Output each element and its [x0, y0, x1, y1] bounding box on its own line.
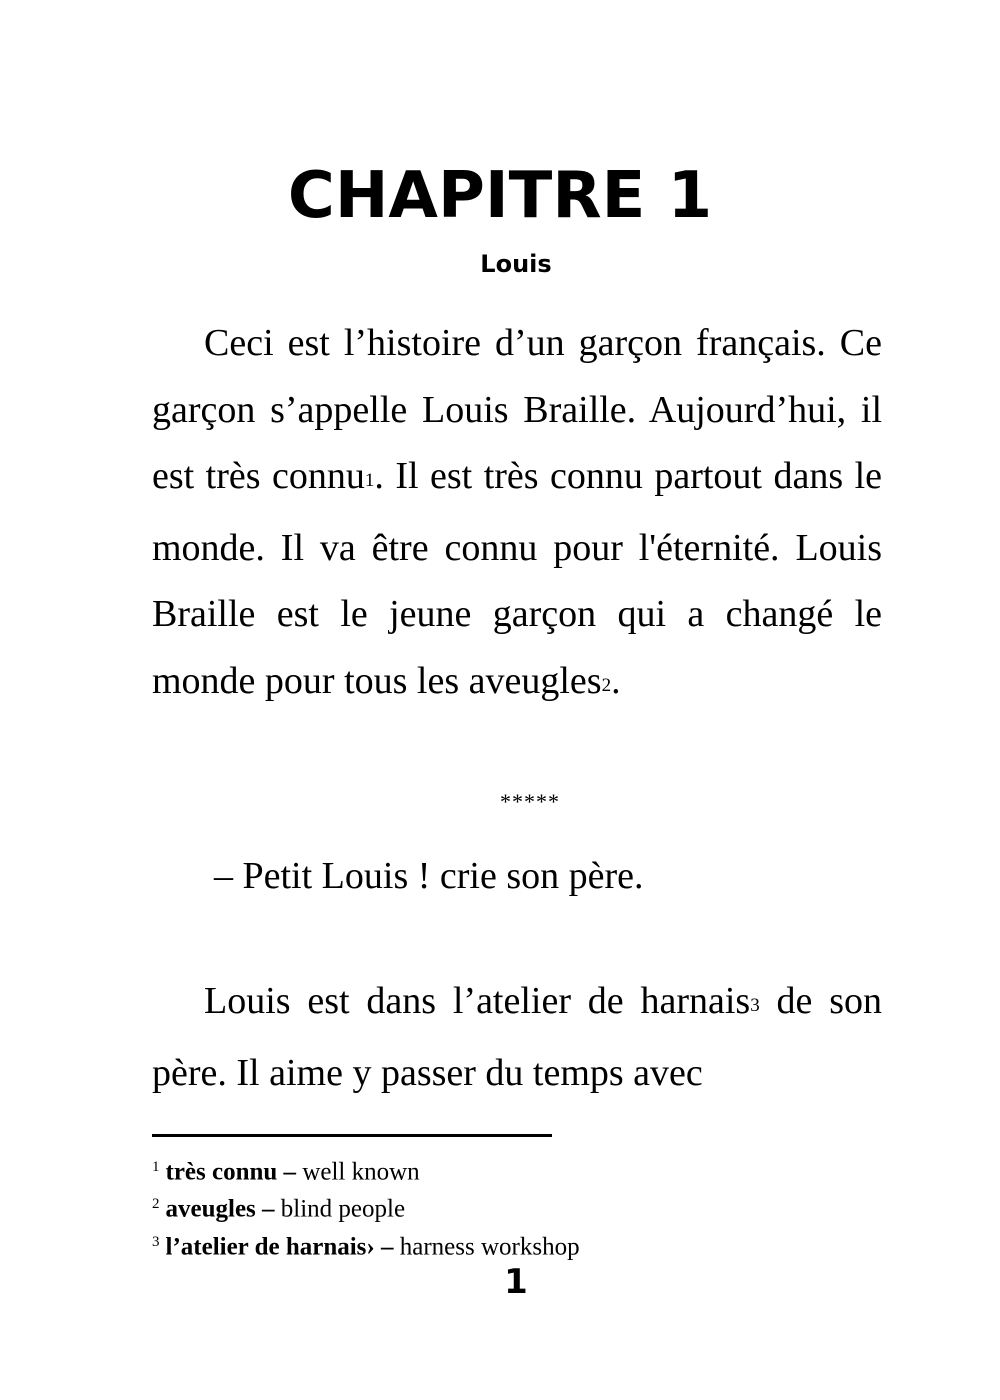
footnote-divider: [152, 1134, 552, 1137]
footnote-item: [152, 1151, 852, 1188]
footnote-list: [152, 1151, 852, 1263]
paragraph-text: de son père. Il aime y passer du temps avec: [152, 980, 882, 1094]
section-separator: *****: [500, 789, 560, 814]
paragraph-dialogue: – Petit Louis ! crie son père.: [214, 855, 644, 897]
footnote-item: [152, 1188, 852, 1225]
footnote-reference: 3: [750, 995, 760, 1017]
footnote-term: l’atelier de harnais› –: [165, 1232, 394, 1260]
footnote-term: très connu –: [165, 1158, 297, 1186]
paragraph-text: .: [611, 659, 621, 702]
paragraph-text: Ceci est l’histoire d’un garçon français. Ce garçon s’appelle Louis Braille. Aujourd’hui, il est très connu: [152, 322, 882, 497]
paragraph-text: . Il est très connu partout dans le monde. Il va être connu pour l'éternité. Louis Braille est le jeune garçon qui a changé le monde pour tous les aveugles: [152, 455, 882, 702]
footnote-definition: well known: [296, 1158, 420, 1186]
chapter-title: CHAPITRE 1: [287, 159, 713, 233]
footnote-item: [152, 1226, 852, 1263]
footnote-reference: 1: [364, 470, 375, 492]
footnote-term: aveugles –: [165, 1195, 275, 1223]
footnote-reference: 2: [601, 674, 612, 696]
footnote-number: 3: [152, 1233, 160, 1250]
page-number: 1: [504, 1262, 528, 1302]
paragraph-workshop: [152, 968, 882, 1106]
footnote-number: 1: [152, 1159, 160, 1175]
paragraph-text: Louis est dans l’atelier de harnais: [204, 980, 751, 1022]
footnote-number: 2: [152, 1196, 160, 1213]
footnote-definition: harness workshop: [393, 1232, 580, 1260]
paragraph-intro: [152, 310, 882, 719]
chapter-subtitle: Louis: [480, 250, 552, 278]
footnote-definition: blind people: [274, 1195, 406, 1223]
